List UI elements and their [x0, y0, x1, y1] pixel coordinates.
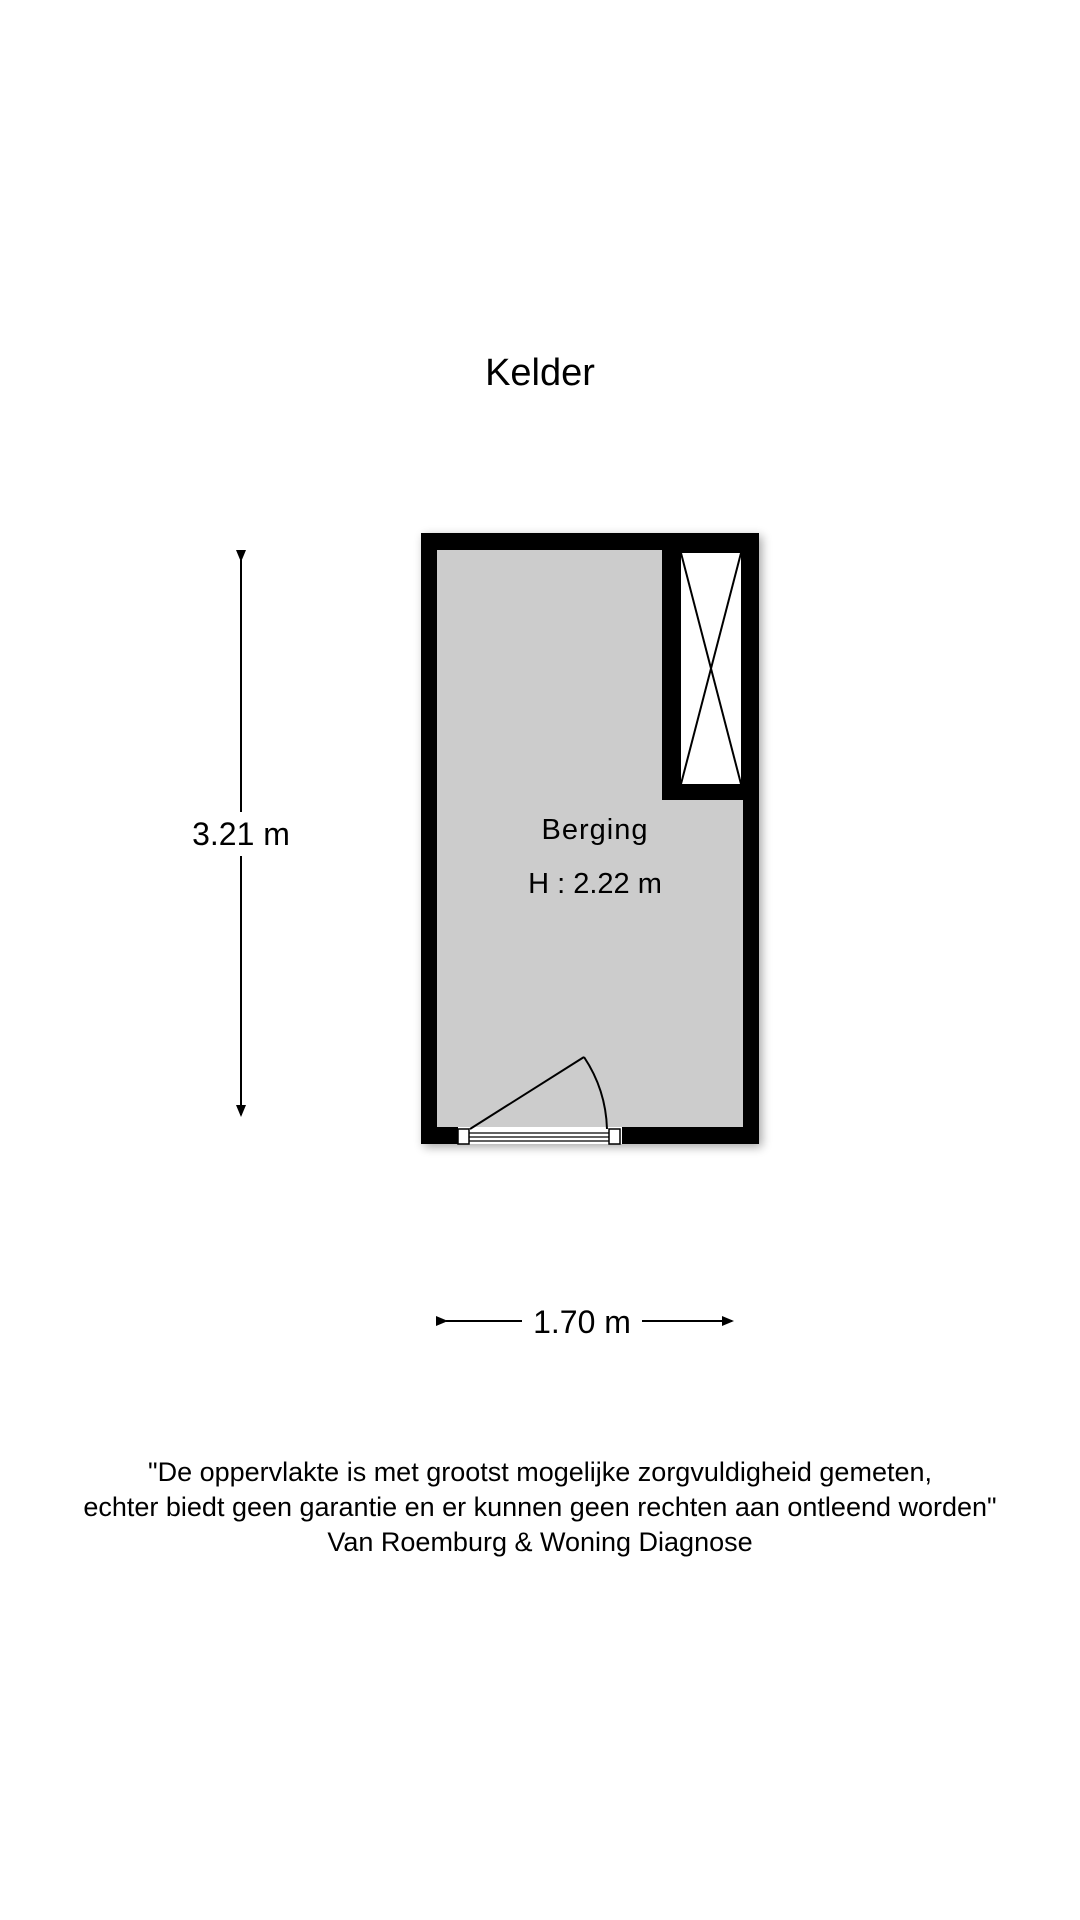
room-height: H : 2.22 m [528, 868, 662, 900]
disclaimer-line: echter biedt geen garantie en er kunnen geen rechten aan ontleend worden" [83, 1492, 997, 1522]
disclaimer-line: "De oppervlakte is met grootst mogelijke zorgvuldigheid gemeten, [148, 1457, 932, 1487]
disclaimer-line: Van Roemburg & Woning Diagnose [327, 1527, 753, 1557]
floor-title: Kelder [485, 352, 595, 394]
room-name: Berging [541, 814, 649, 846]
disclaimer [0, 1455, 1080, 1560]
depth-label: 3.21 m [176, 812, 306, 856]
width-label: 1.70 m [522, 1300, 642, 1344]
